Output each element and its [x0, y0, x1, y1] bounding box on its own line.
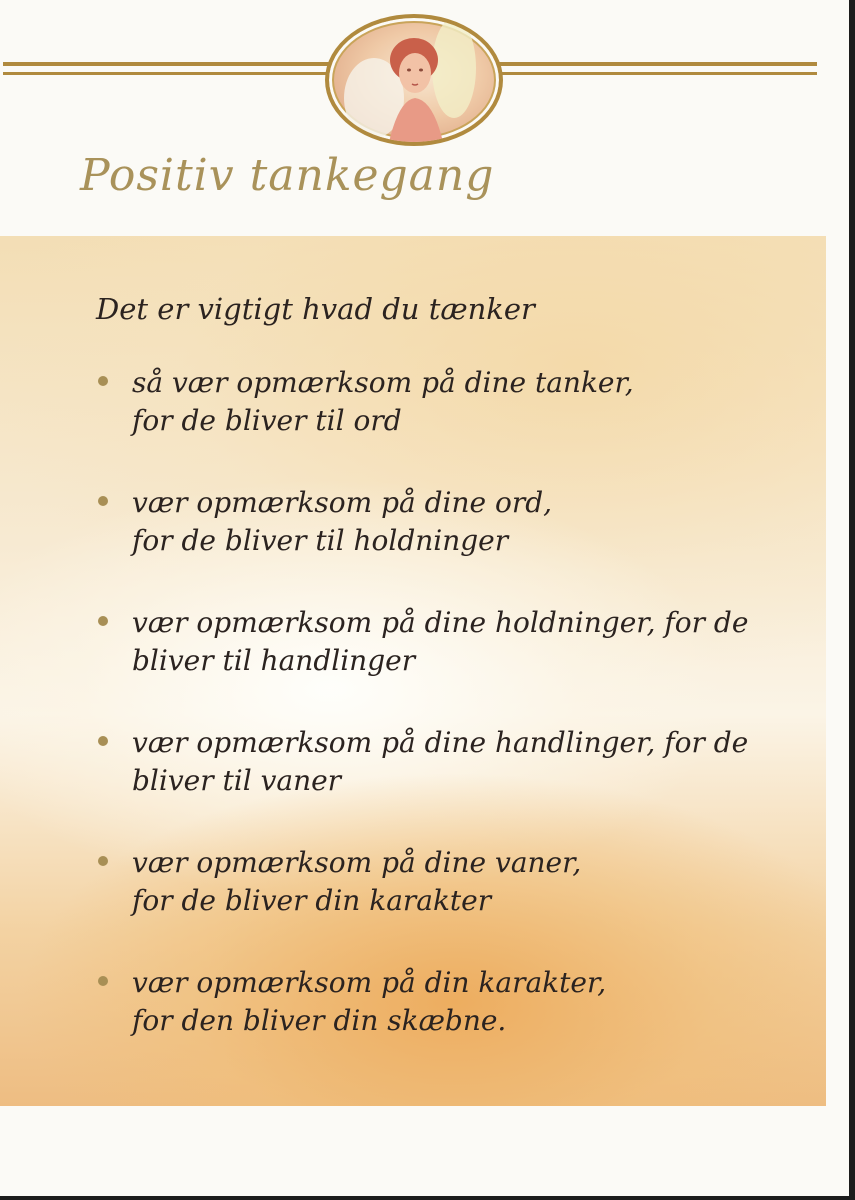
list-item — [96, 964, 776, 1084]
background-panel — [0, 236, 826, 1106]
bullet-dot-icon — [98, 496, 108, 506]
list-item — [96, 724, 776, 844]
angel-portrait-icon — [329, 18, 499, 142]
bullet-line-1: vær opmærksom på dine vaner, — [132, 846, 582, 879]
bullet-line-2: bliver til vaner — [132, 764, 342, 797]
bullet-dot-icon — [98, 376, 108, 386]
bullet-line-1: vær opmærksom på dine holdninger, for de — [132, 606, 749, 639]
bullet-line-2: for de bliver til ord — [132, 404, 402, 437]
bullet-list — [96, 364, 776, 1084]
angel-medallion-image — [325, 14, 503, 146]
list-item — [96, 604, 776, 724]
bullet-line-2: bliver til handlinger — [132, 644, 416, 677]
bullet-dot-icon — [98, 736, 108, 746]
list-item — [96, 844, 776, 964]
intro-line: Det er vigtigt hvad du tænker — [96, 292, 535, 326]
bullet-line-1: vær opmærksom på dine handlinger, for de — [132, 726, 749, 759]
list-item — [96, 484, 776, 604]
bullet-line-1: vær opmærksom på din karakter, — [132, 966, 607, 999]
bullet-line-1: vær opmærksom på dine ord, — [132, 486, 553, 519]
bullet-line-2: for de bliver din karakter — [132, 884, 492, 917]
bullet-dot-icon — [98, 856, 108, 866]
list-item — [96, 364, 776, 484]
page-edge-bottom — [0, 1196, 855, 1200]
bullet-dot-icon — [98, 616, 108, 626]
page-title: Positiv tankegang — [80, 150, 495, 201]
bullet-line-1: så vær opmærksom på dine tanker, — [132, 366, 634, 399]
page-edge-right — [849, 0, 855, 1200]
bullet-line-2: for de bliver til holdninger — [132, 524, 509, 557]
bullet-dot-icon — [98, 976, 108, 986]
poem-content — [0, 236, 826, 1106]
bullet-line-2: for den bliver din skæbne. — [132, 1004, 507, 1037]
